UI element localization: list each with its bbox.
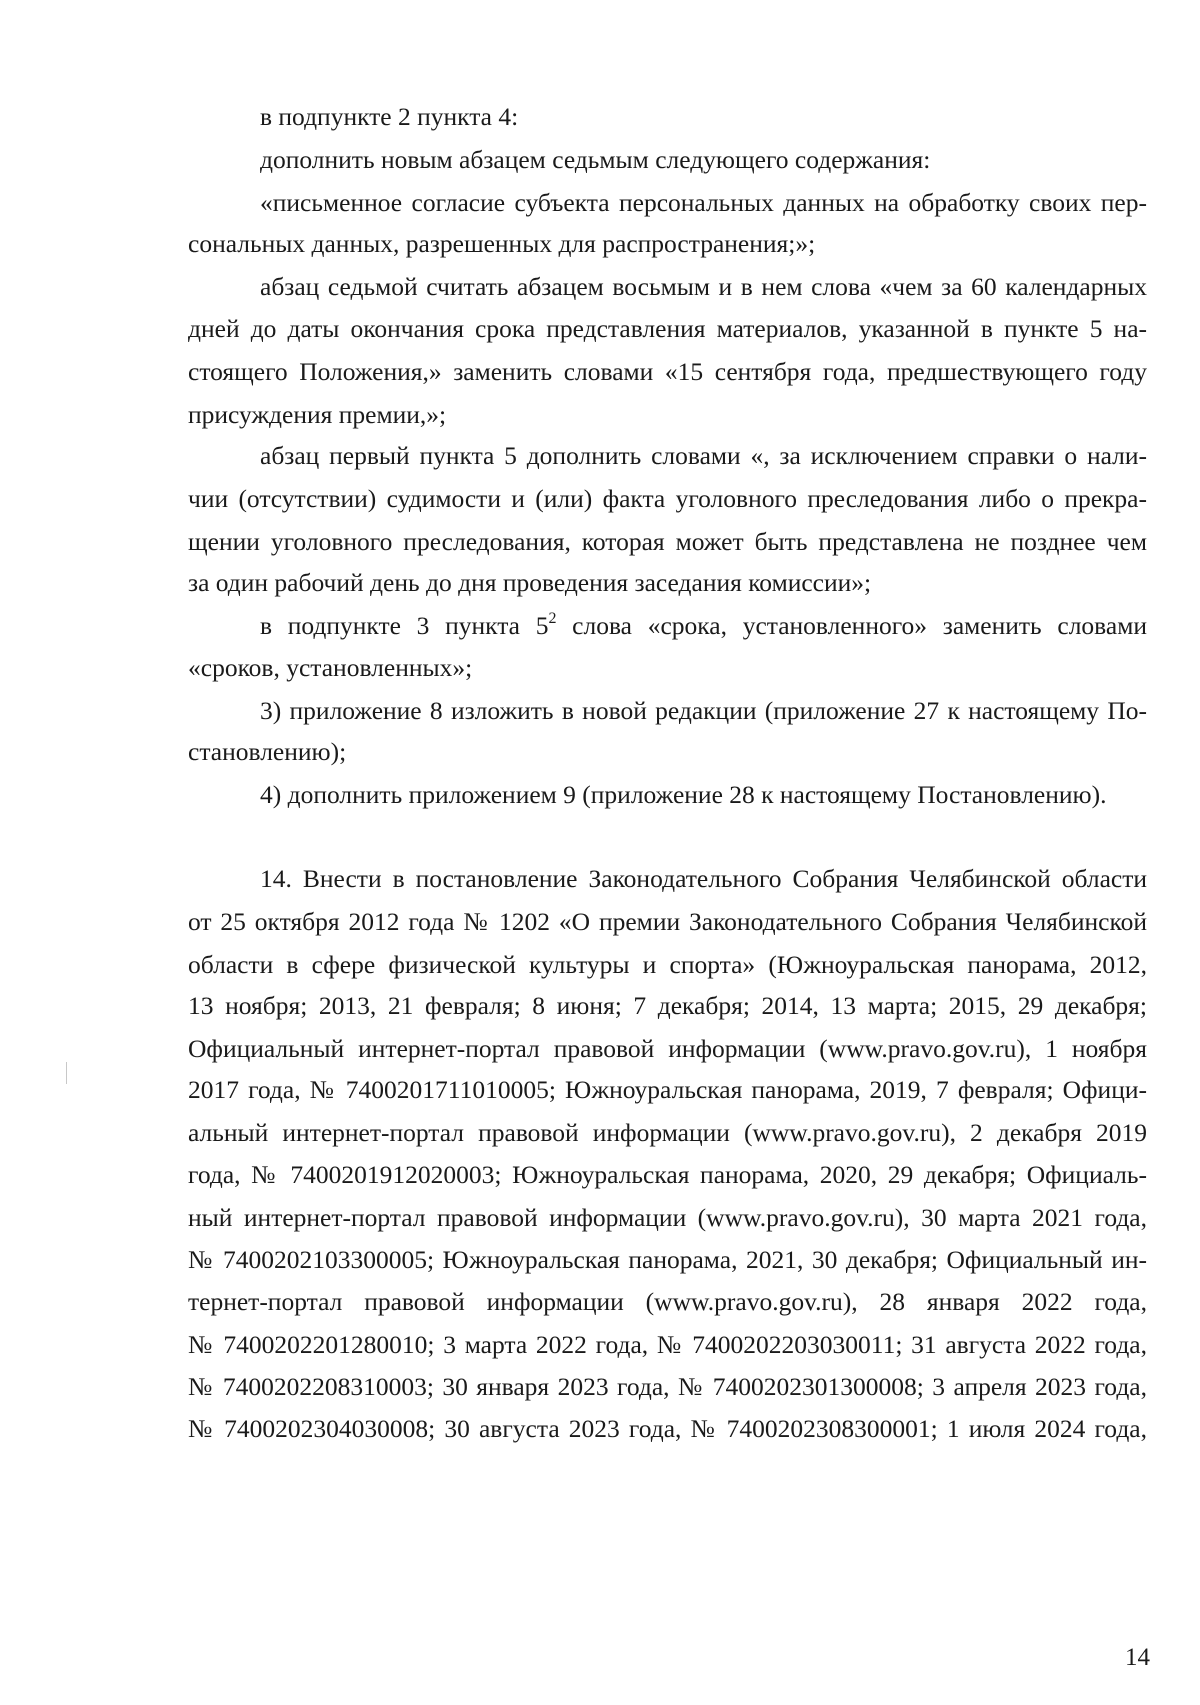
superscript-line-after: слова «срока, установленного» заменить словами	[556, 611, 1147, 640]
superscript-mark: 2	[548, 610, 557, 627]
text-line: стоящего Положения,» заменить словами «15 сентября года, предшествующего году	[188, 357, 1147, 386]
text-line: № 7400202208310003; 30 января 2023 года, № 7400202301300008; 3 апреля 2023 года,	[188, 1372, 1147, 1401]
text-line: 14. Внести в постановление Законодательного Собрания Челябинской области	[260, 864, 1147, 893]
text-line: «письменное согласие субъекта персональных данных на обработку своих пер-	[260, 188, 1147, 217]
text-line: Официальный интернет-портал правовой информации (www.pravo.gov.ru), 1 ноября	[188, 1034, 1147, 1063]
text-line: 2017 года, № 7400201711010005; Южноуральская панорама, 2019, 7 февраля; Офици-	[188, 1075, 1147, 1104]
text-line: сональных данных, разрешенных для распространения;»;	[188, 229, 816, 258]
text-line: абзац седьмой считать абзацем восьмым и в нем слова «чем за 60 календарных	[260, 272, 1147, 301]
text-line: присуждения премии,»;	[188, 400, 447, 429]
text-line: ный интернет-портал правовой информации (www.pravo.gov.ru), 30 марта 2021 года,	[188, 1203, 1147, 1232]
text-line: абзац первый пункта 5 дополнить словами «, за исключением справки о нали-	[260, 441, 1147, 470]
scan-margin-mark	[66, 1062, 67, 1084]
text-line: чии (отсутствии) судимости и (или) факта уголовного преследования либо о прекра-	[188, 484, 1147, 513]
text-line: дополнить новым абзацем седьмым следующего содержания:	[260, 145, 931, 174]
text-line: дней до даты окончания срока представления материалов, указанной в пункте 5 на-	[188, 314, 1147, 343]
text-line: тернет-портал правовой информации (www.pravo.gov.ru), 28 января 2022 года,	[188, 1287, 1147, 1316]
text-line: от 25 октября 2012 года № 1202 «О премии Законодательного Собрания Челябинской	[188, 907, 1147, 936]
text-line: за один рабочий день до дня проведения заседания комиссии»;	[188, 568, 872, 597]
page-number: 14	[1125, 1644, 1150, 1671]
text-line: щении уголовного преследования, которая может быть представлена не позднее чем	[188, 527, 1147, 556]
text-line: в подпункте 2 пункта 4:	[260, 102, 519, 131]
text-line: альный интернет-портал правовой информации (www.pravo.gov.ru), 2 декабря 2019	[188, 1118, 1147, 1147]
text-line: 4) дополнить приложением 9 (приложение 28 к настоящему Постановлению).	[260, 780, 1107, 809]
text-line: № 7400202103300005; Южноуральская панорама, 2021, 30 декабря; Официальный ин-	[188, 1245, 1147, 1274]
text-line: № 7400202304030008; 30 августа 2023 года, № 7400202308300001; 1 июля 2024 года,	[188, 1414, 1147, 1443]
text-line: становлению);	[188, 737, 347, 766]
text-line: 13 ноября; 2013, 21 февраля; 8 июня; 7 декабря; 2014, 13 марта; 2015, 29 декабря;	[188, 991, 1147, 1020]
text-line: «сроков, установленных»;	[188, 653, 473, 682]
text-line: № 7400202201280010; 3 марта 2022 года, № 7400202203030011; 31 августа 2022 года,	[188, 1330, 1147, 1359]
text-line-with-superscript	[0, 611, 1147, 641]
text-line: области в сфере физической культуры и спорта» (Южноуральская панорама, 2012,	[188, 950, 1147, 979]
text-line: года, № 7400201912020003; Южноуральская панорама, 2020, 29 декабря; Официаль-	[188, 1160, 1147, 1189]
text-line: 3) приложение 8 изложить в новой редакции (приложение 27 к настоящему По-	[260, 696, 1147, 725]
superscript-line-before: в подпункте 3 пункта 5	[260, 611, 549, 640]
